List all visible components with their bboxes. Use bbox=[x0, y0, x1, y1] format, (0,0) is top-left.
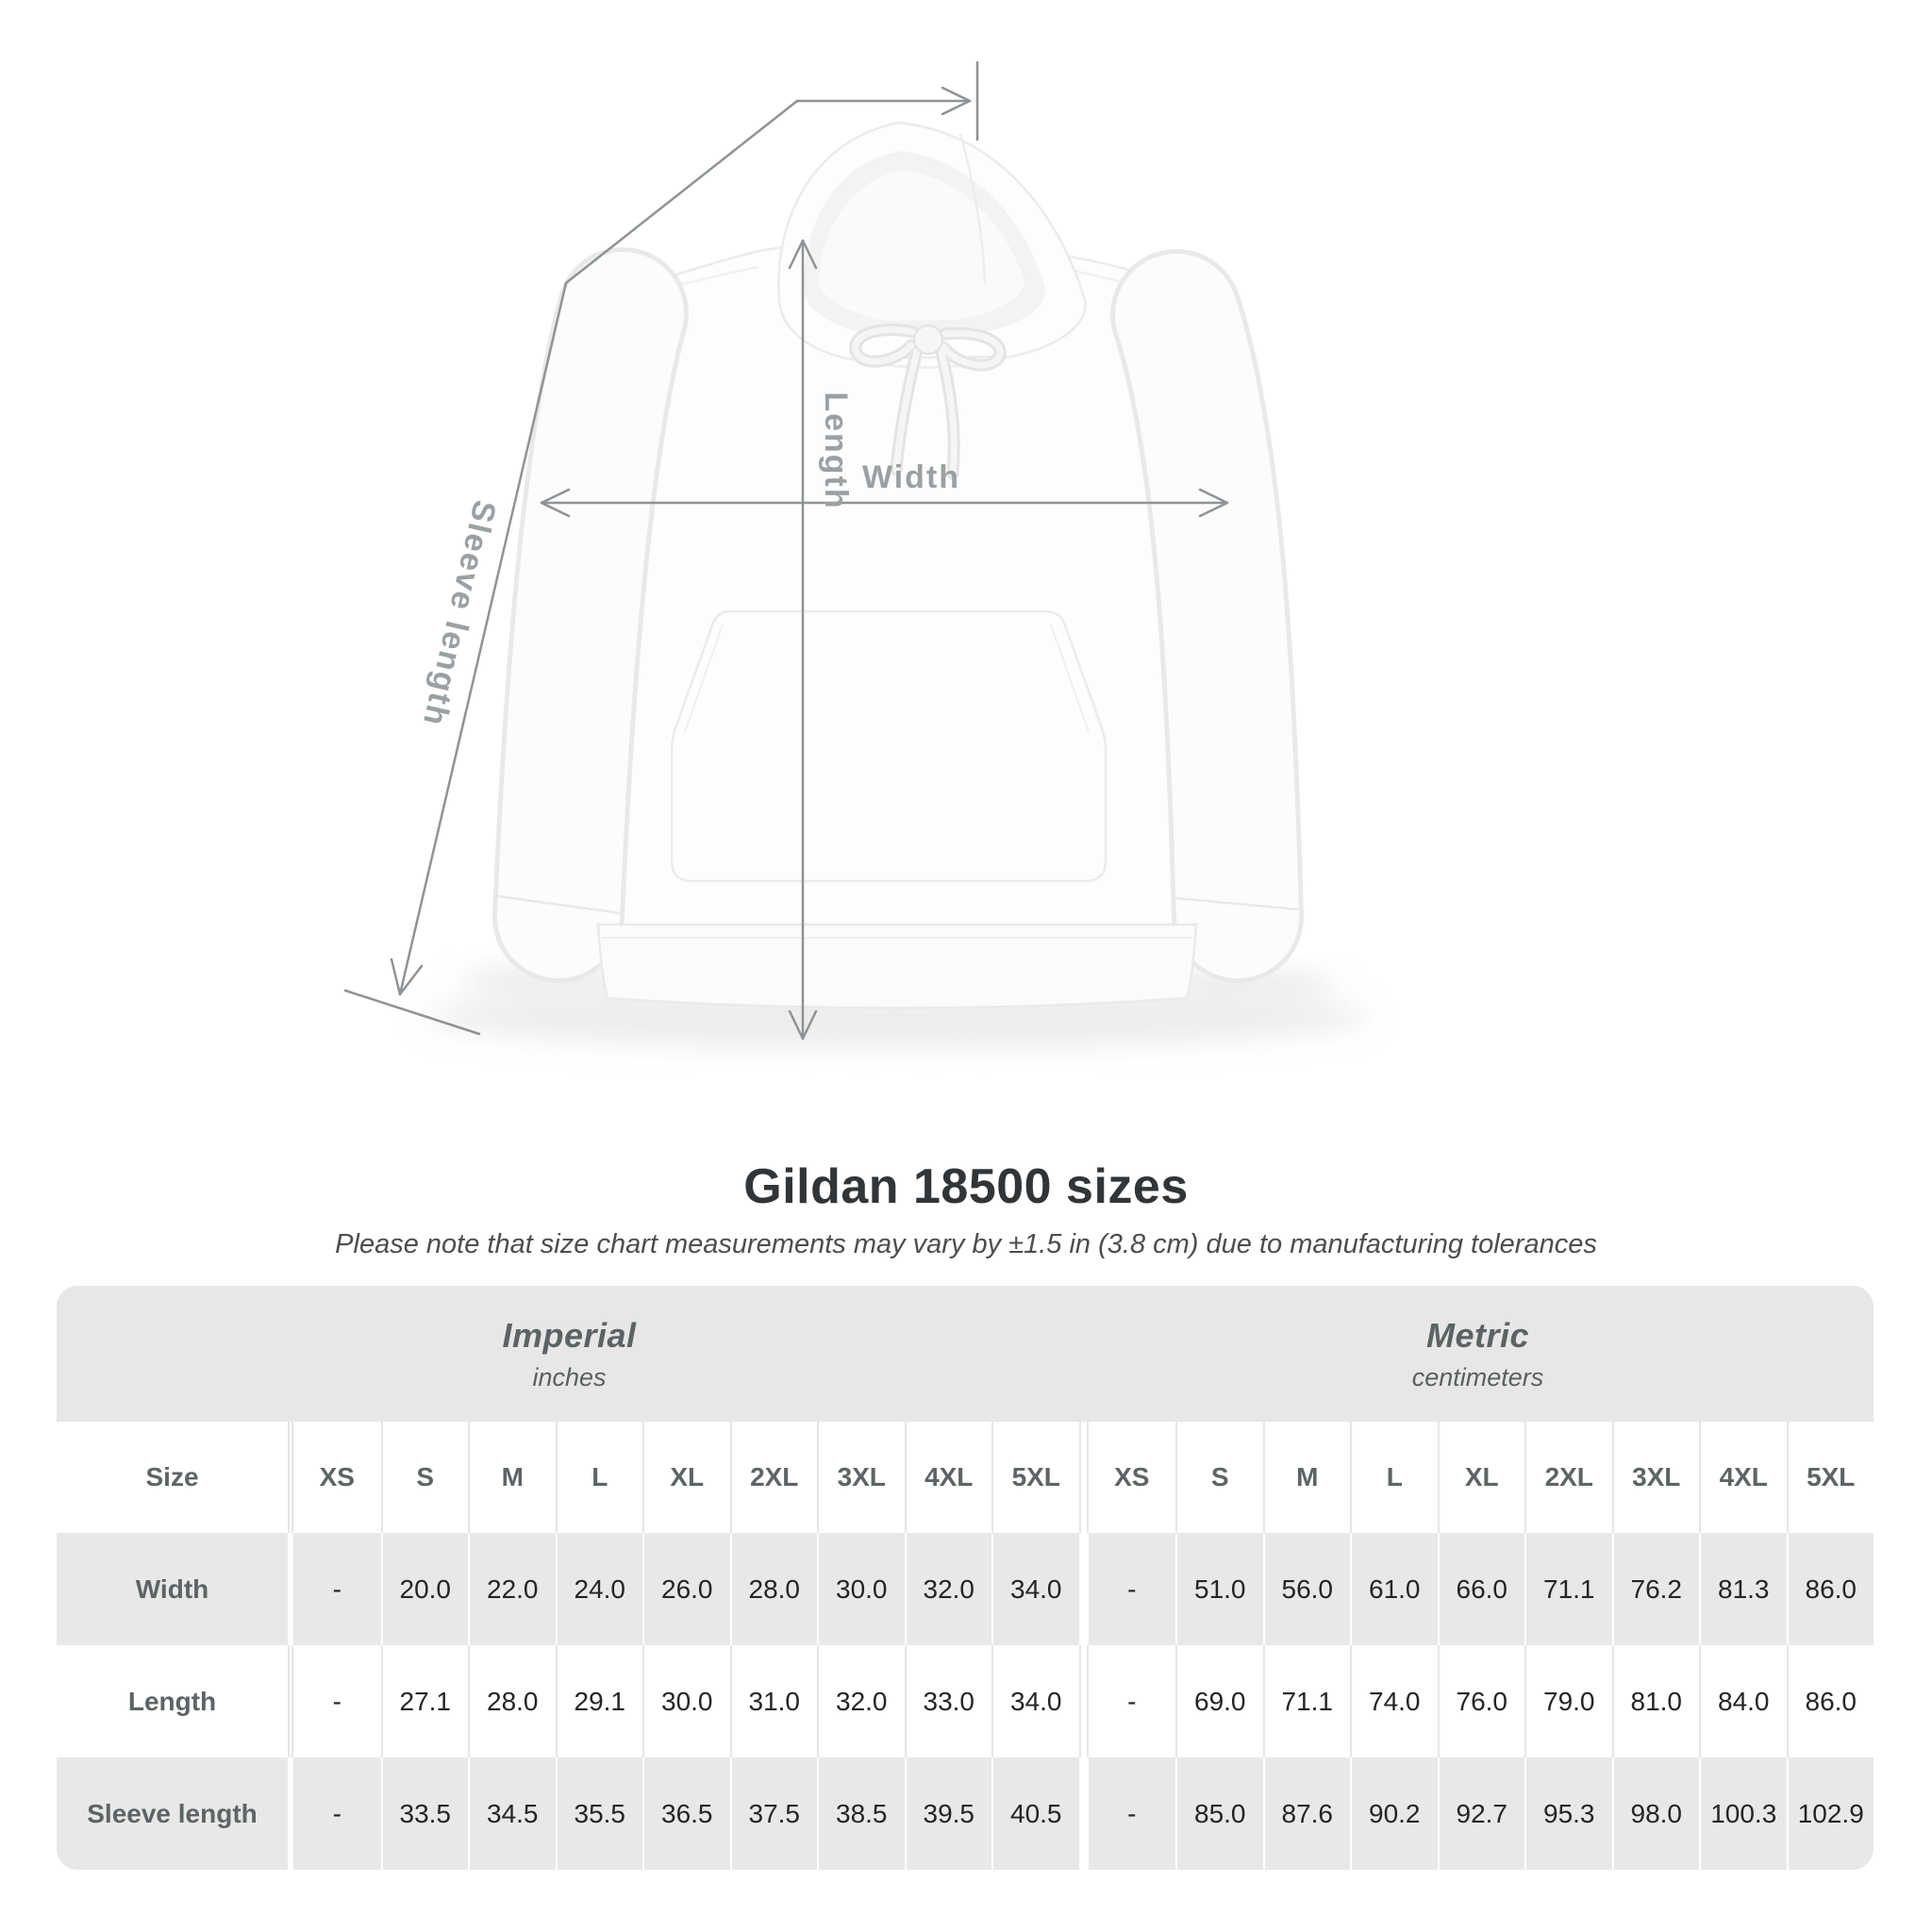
column-header: 5XL bbox=[1787, 1422, 1874, 1533]
size-table bbox=[57, 1286, 1874, 1870]
table-cell: 100.3 bbox=[1699, 1757, 1787, 1870]
table-cell: 84.0 bbox=[1699, 1645, 1787, 1757]
metric-unit: centimeters bbox=[1411, 1362, 1544, 1391]
table-cell: 76.2 bbox=[1612, 1533, 1700, 1645]
table-cell: 38.5 bbox=[817, 1757, 905, 1870]
row-label: Sleeve length bbox=[57, 1757, 288, 1870]
size-header: Size bbox=[57, 1422, 288, 1533]
table-cell: 35.5 bbox=[556, 1757, 643, 1870]
table-cell: 30.0 bbox=[642, 1645, 730, 1757]
unit-divider-gap bbox=[1079, 1533, 1089, 1645]
table-cell: 34.0 bbox=[991, 1533, 1079, 1645]
table-cell: 33.0 bbox=[905, 1645, 992, 1757]
table-cell: 66.0 bbox=[1438, 1533, 1525, 1645]
table-cell: 33.5 bbox=[381, 1757, 469, 1870]
column-header: M bbox=[1263, 1422, 1351, 1533]
table-cell: 71.1 bbox=[1263, 1645, 1351, 1757]
table-cell: 95.3 bbox=[1524, 1757, 1612, 1870]
table-cell: 92.7 bbox=[1438, 1757, 1525, 1870]
column-header: 3XL bbox=[817, 1422, 905, 1533]
row-label: Length bbox=[57, 1645, 288, 1757]
table-cell: 39.5 bbox=[905, 1757, 992, 1870]
table-cell: - bbox=[293, 1645, 381, 1757]
table-cell: 36.5 bbox=[642, 1757, 730, 1870]
table-cell: 40.5 bbox=[991, 1757, 1079, 1870]
table-cell: 85.0 bbox=[1175, 1757, 1263, 1870]
table-cell: 87.6 bbox=[1263, 1757, 1351, 1870]
table-cell: - bbox=[1089, 1757, 1176, 1870]
column-header: XS bbox=[293, 1422, 381, 1533]
table-cell: 51.0 bbox=[1175, 1533, 1263, 1645]
table-cell: 34.0 bbox=[991, 1645, 1079, 1757]
imperial-unit: inches bbox=[532, 1362, 607, 1391]
size-header-row bbox=[57, 1422, 1874, 1533]
table-cell: 79.0 bbox=[1524, 1645, 1612, 1757]
table-cell: 90.2 bbox=[1350, 1757, 1438, 1870]
unit-divider-gap bbox=[1079, 1757, 1089, 1870]
table-cell: 31.0 bbox=[730, 1645, 818, 1757]
table-cell: 28.0 bbox=[468, 1645, 556, 1757]
column-header: S bbox=[381, 1422, 469, 1533]
table-cell: 61.0 bbox=[1350, 1533, 1438, 1645]
table-cell: 71.1 bbox=[1524, 1533, 1612, 1645]
table-cell: 28.0 bbox=[730, 1533, 818, 1645]
column-header: L bbox=[556, 1422, 643, 1533]
table-cell: 30.0 bbox=[817, 1533, 905, 1645]
table-cell: - bbox=[293, 1757, 381, 1870]
column-header: 2XL bbox=[1524, 1422, 1612, 1533]
column-header: M bbox=[468, 1422, 556, 1533]
table-cell: 81.3 bbox=[1699, 1533, 1787, 1645]
table-cell: 74.0 bbox=[1350, 1645, 1438, 1757]
column-header: 4XL bbox=[1699, 1422, 1787, 1533]
column-header: L bbox=[1350, 1422, 1438, 1533]
table-cell: 29.1 bbox=[556, 1645, 643, 1757]
column-header: XL bbox=[642, 1422, 730, 1533]
table-cell: 32.0 bbox=[905, 1533, 992, 1645]
table-cell: - bbox=[293, 1533, 381, 1645]
table-row-sleeve-length bbox=[57, 1757, 1874, 1870]
hoodie-illustration bbox=[425, 123, 1368, 1049]
length-measure-label: Length bbox=[818, 391, 854, 510]
table-cell: 86.0 bbox=[1787, 1533, 1874, 1645]
metric-title: Metric bbox=[1425, 1315, 1530, 1355]
column-header: XS bbox=[1089, 1422, 1176, 1533]
table-cell: 86.0 bbox=[1787, 1645, 1874, 1757]
tolerance-note: Please note that size chart measurements may vary by ±1.5 in (3.8 cm) due to manufacturing tolerances bbox=[335, 1229, 1597, 1259]
table-cell: 24.0 bbox=[556, 1533, 643, 1645]
sleeve-length-measure-label: Sleeve length bbox=[415, 496, 503, 731]
column-header: XL bbox=[1438, 1422, 1525, 1533]
column-header: S bbox=[1175, 1422, 1263, 1533]
table-cell: 98.0 bbox=[1612, 1757, 1700, 1870]
unit-header-band bbox=[57, 1286, 1874, 1422]
imperial-header bbox=[57, 1286, 1082, 1422]
column-header: 3XL bbox=[1612, 1422, 1700, 1533]
table-row-width bbox=[57, 1533, 1874, 1645]
table-cell: 76.0 bbox=[1438, 1645, 1525, 1757]
table-cell: 34.5 bbox=[468, 1757, 556, 1870]
table-cell: 22.0 bbox=[468, 1533, 556, 1645]
column-header: 4XL bbox=[905, 1422, 992, 1533]
table-cell: 56.0 bbox=[1263, 1533, 1351, 1645]
table-cell: 69.0 bbox=[1175, 1645, 1263, 1757]
table-cell: 20.0 bbox=[381, 1533, 469, 1645]
table-cell: - bbox=[1089, 1645, 1176, 1757]
table-cell: 26.0 bbox=[642, 1533, 730, 1645]
table-cell: 81.0 bbox=[1612, 1645, 1700, 1757]
column-header: 5XL bbox=[991, 1422, 1079, 1533]
table-row-length bbox=[57, 1645, 1874, 1757]
table-cell: 27.1 bbox=[381, 1645, 469, 1757]
table-cell: - bbox=[1089, 1533, 1176, 1645]
unit-divider-gap bbox=[1079, 1422, 1089, 1533]
table-cell: 102.9 bbox=[1787, 1757, 1874, 1870]
row-label: Width bbox=[57, 1533, 288, 1645]
column-header: 2XL bbox=[730, 1422, 818, 1533]
imperial-title: Imperial bbox=[502, 1315, 637, 1355]
table-cell: 32.0 bbox=[817, 1645, 905, 1757]
unit-divider-gap bbox=[1079, 1645, 1089, 1757]
page-title: Gildan 18500 sizes bbox=[743, 1159, 1189, 1214]
table-cell: 37.5 bbox=[730, 1757, 818, 1870]
width-measure-label: Width bbox=[861, 459, 961, 495]
metric-header bbox=[1082, 1286, 1874, 1422]
